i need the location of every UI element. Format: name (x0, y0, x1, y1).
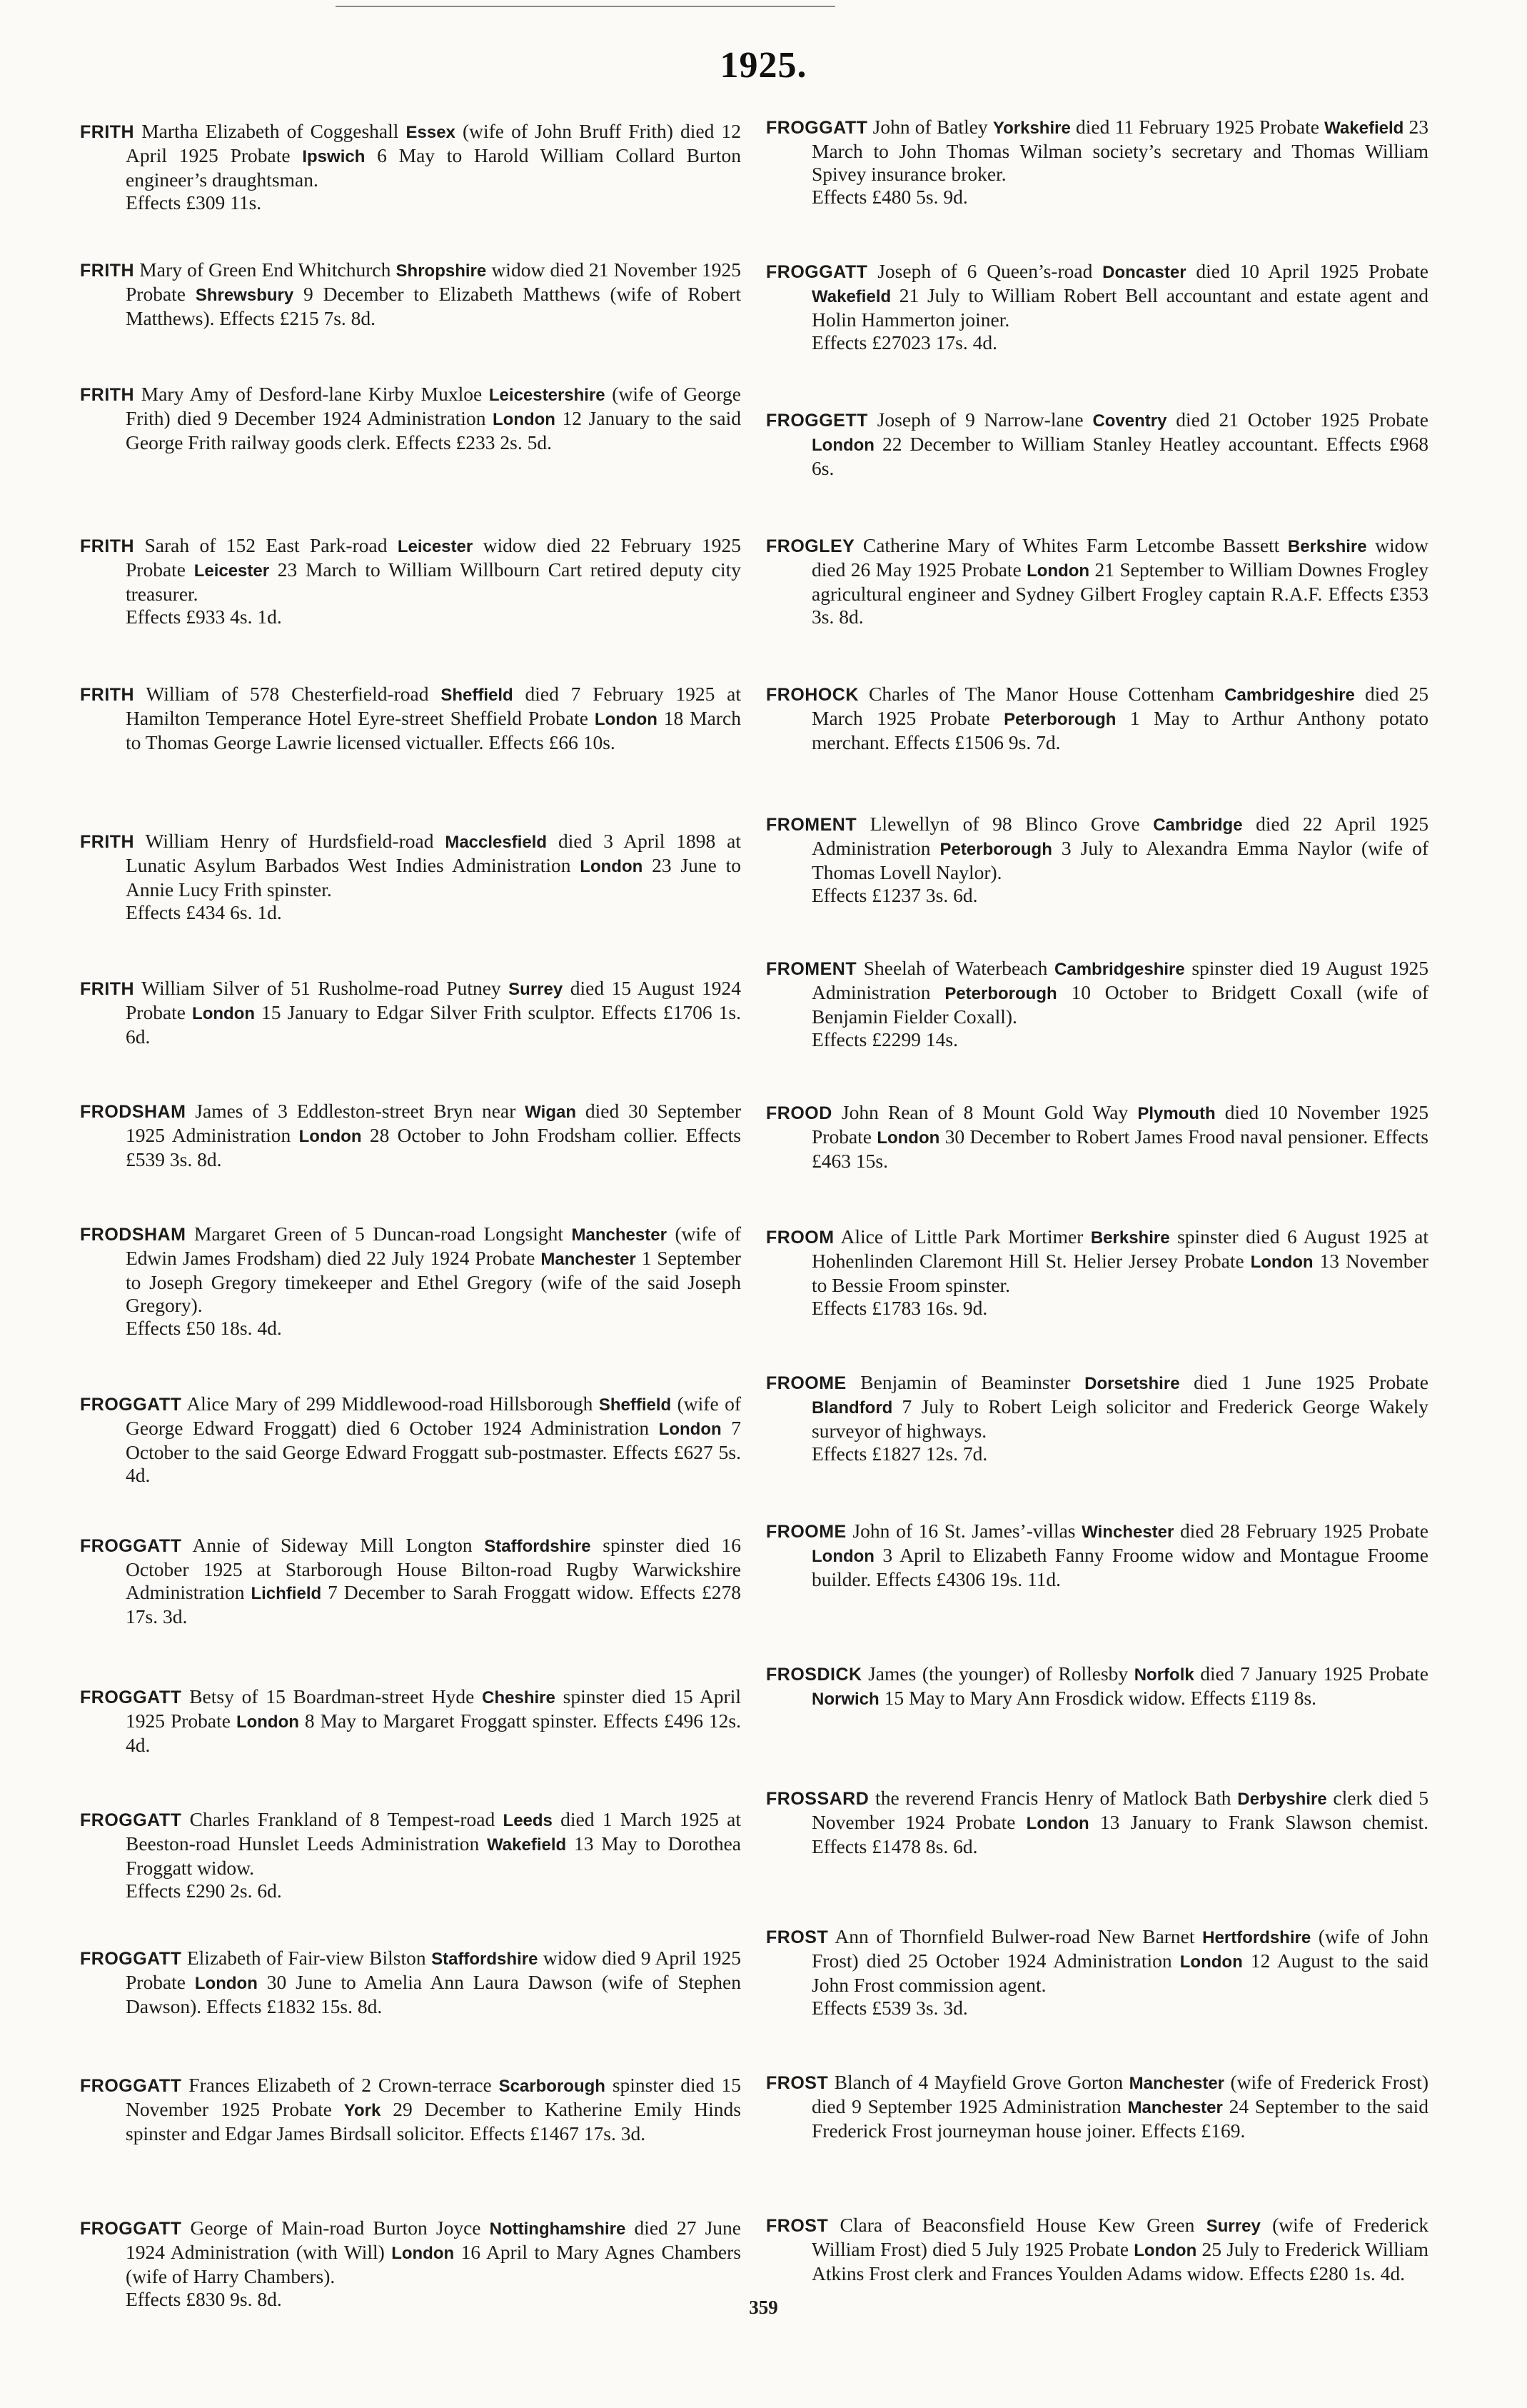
register-entry (766, 1925, 1428, 2020)
entry-surname: FROOM (766, 1228, 835, 1248)
entry-surname: FROGGATT (80, 1810, 182, 1830)
entry-effects: Effects £830 9s. 8d. (126, 2288, 282, 2310)
entry-text: William of 578 Chesterfield-road (134, 683, 441, 705)
entry-text: died 11 February 1925 Probate (1070, 116, 1325, 138)
entry-text: 16 April to Mary Agnes Chambers (wife of Harry Chambers). (126, 2241, 741, 2287)
entry-place-name: Surrey (1206, 2217, 1261, 2236)
entry-text: 21 July to William Robert Bell accountant and estate agent and Holin Hammerton joiner. (812, 284, 1428, 331)
entry-text: (wife of John Frost) died 25 October 1924 Administration (812, 1925, 1428, 1972)
entry-text: James (the younger) of Rollesby (862, 1662, 1134, 1685)
entry-effects: Effects £2299 14s. (812, 1028, 958, 1050)
entry-place-name: London (1179, 1952, 1243, 1972)
entry-place-name: London (1026, 1814, 1089, 1833)
register-entry (766, 957, 1428, 1051)
entry-text: (wife of Frederick William Frost) died 5 July 1925 Probate (812, 2214, 1429, 2260)
register-entry (766, 1787, 1428, 1858)
entry-text: Charles Frankland of 8 Tempest-road (181, 1808, 503, 1830)
entry-surname: FROOME (766, 1373, 847, 1393)
register-entry (80, 1685, 741, 1757)
entry-place-name: Leeds (503, 1811, 553, 1830)
entry-text: 25 July to Frederick William Atkins Frost clerk and Frances Youlden Adams widow. Effects £280 1s. 4d. (812, 2238, 1428, 2284)
entry-place-name: London (194, 1974, 258, 1993)
entry-text: died 22 April 1925 Administration (812, 813, 1428, 859)
entry-surname: FRITH (80, 385, 135, 405)
entry-text: died 28 February 1925 Probate (1174, 1520, 1428, 1542)
entry-text: Mary of Green End Whitchurch (134, 259, 396, 281)
entry-place-name: Coventry (1092, 411, 1167, 431)
entry-text: 10 October to Bridgett Coxall (wife of Benjamin Fielder Coxall). (812, 981, 1428, 1028)
entry-place-name: Yorkshire (992, 119, 1071, 138)
entry-surname: FROGGETT (766, 411, 868, 431)
entry-text: William Silver of 51 Rusholme-road Putney (134, 977, 509, 999)
entry-place-name: Sheffield (440, 686, 513, 705)
entry-place-name: Wigan (525, 1103, 577, 1122)
entry-text: 8 May to Margaret Froggatt spinster. Effects £496 12s. 4d. (126, 1710, 741, 1756)
entry-place-name: Plymouth (1137, 1104, 1216, 1123)
entry-text: (wife of George Edward Froggatt) died 6 October 1924 Administration (126, 1393, 742, 1439)
entry-surname: FRITH (80, 979, 135, 999)
entry-text: Charles of The Manor House Cottenham (858, 683, 1225, 705)
entry-place-name: Dorsetshire (1084, 1374, 1180, 1393)
entry-surname: FROGGATT (80, 2076, 182, 2096)
register-entry (766, 1225, 1428, 1320)
entry-surname: FRODSHAM (80, 1102, 186, 1122)
entry-text: John of Batley (867, 116, 993, 138)
entry-surname: FROGGATT (80, 2219, 182, 2239)
entry-text: 15 January to Edgar Silver Frith sculptor. Effects £1706 1s. 6d. (126, 1001, 741, 1048)
entry-text: Benjamin of Beaminster (846, 1371, 1085, 1393)
entry-text: 13 May to Dorothea Froggatt widow. (126, 1832, 741, 1879)
entry-text: died 1 June 1925 Probate (1179, 1371, 1428, 1393)
entry-surname: FROSSARD (766, 1789, 870, 1809)
register-entry (80, 683, 741, 754)
entry-place-name: Leicester (193, 561, 270, 581)
register-entry (766, 813, 1428, 907)
entry-text: widow died 9 April 1925 Probate (126, 1947, 741, 1993)
register-entry (80, 1808, 741, 1902)
entry-surname: FROGGATT (766, 262, 868, 282)
entry-text: John of 16 St. James’-villas (846, 1520, 1082, 1542)
entry-text: widow died 22 February 1925 Probate (126, 534, 741, 581)
register-entry (80, 383, 741, 454)
entry-effects: Effects £50 18s. 4d. (126, 1317, 282, 1339)
entry-text: widow died 21 November 1925 Probate (126, 259, 741, 305)
entry-place-name: Leicester (397, 537, 473, 556)
entry-surname: FRITH (80, 122, 135, 142)
entry-place-name: Nottinghamshire (489, 2219, 626, 2239)
entry-place-name: London (493, 410, 555, 429)
register-entry (766, 1520, 1428, 1591)
entry-place-name: Shrewsbury (195, 286, 294, 305)
entry-text: 21 September to William Downes Frogley agricultural engineer and Sydney Gilbert Frogley captain R.A.F. Effects £353 3s. 8d. (812, 558, 1428, 628)
entry-text: George of Main-road Burton Joyce (181, 2217, 490, 2239)
entry-place-name: London (580, 857, 643, 876)
entry-text: Blanch of 4 Mayfield Grove Gorton (828, 2071, 1129, 2093)
register-entry (80, 259, 741, 330)
entry-text: Joseph of 9 Narrow-lane (867, 408, 1093, 431)
entry-text: 7 October to the said George Edward Froggatt sub-postmaster. Effects £627 5s. 4d. (126, 1417, 741, 1486)
entry-text: William Henry of Hurdsfield-road (134, 830, 445, 852)
entry-surname: FROMENT (766, 959, 857, 979)
entry-text: 22 December to William Stanley Heatley accountant. Effects £968 6s. (812, 433, 1428, 479)
entry-text: 1 May to Arthur Anthony potato merchant. Effects £1506 9s. 7d. (812, 707, 1428, 753)
entry-text: 12 August to the said John Frost commission agent. (812, 1950, 1428, 1996)
entry-text: 23 June to Annie Lucy Frith spinster. (126, 854, 741, 901)
entry-surname: FRITH (80, 685, 135, 705)
entry-place-name: London (812, 436, 875, 455)
register-entry (80, 120, 741, 214)
entry-place-name: Manchester (571, 1225, 667, 1245)
entry-text: the reverend Francis Henry of Matlock Bath (869, 1787, 1238, 1809)
register-entry (80, 534, 741, 628)
register-entry (766, 116, 1428, 209)
entry-text: 1 September to Joseph Gregory timekeeper and Ethel Gregory (wife of the said Joseph Gregory). (126, 1247, 741, 1316)
register-entry (766, 534, 1428, 628)
entry-place-name: Ipswich (302, 147, 366, 166)
entry-text: died 7 January 1925 Probate (1194, 1662, 1429, 1685)
entry-text: Betsy of 15 Boardman-street Hyde (181, 1685, 483, 1707)
entry-place-name: Lichfield (251, 1584, 322, 1603)
entry-place-name: Doncaster (1102, 263, 1186, 282)
entry-text: James of 3 Eddleston-street Bryn near (186, 1100, 525, 1122)
register-entry (80, 830, 741, 924)
entry-text: 18 March to Thomas George Lawrie licensed victualler. Effects £66 10s. (126, 707, 741, 753)
entry-place-name: London (1134, 2241, 1197, 2260)
entry-place-name: Cambridgeshire (1224, 686, 1355, 705)
entry-surname: FROSDICK (766, 1665, 862, 1685)
entry-effects: Effects £290 2s. 6d. (126, 1880, 282, 1902)
entry-place-name: London (877, 1128, 940, 1148)
entry-text: Catherine Mary of Whites Farm Letcombe Bassett (855, 534, 1288, 556)
entry-text: Llewellyn of 98 Blinco Grove (857, 813, 1154, 835)
entry-place-name: Manchester (1129, 2074, 1225, 2093)
entry-surname: FROGGATT (80, 1395, 182, 1415)
entry-place-name: Peterborough (939, 840, 1052, 859)
entry-text: spinster died 15 April 1925 Probate (126, 1685, 741, 1732)
entry-place-name: London (658, 1420, 722, 1439)
entry-text: died 25 March 1925 Probate (812, 683, 1428, 729)
entry-effects: Effects £480 5s. 9d. (812, 186, 968, 208)
entry-place-name: Wakefield (487, 1835, 567, 1855)
entry-place-name: London (192, 1004, 256, 1023)
entry-surname: FROST (766, 1927, 829, 1947)
entry-text: died 15 August 1924 Probate (126, 977, 741, 1023)
entry-text: Ann of Thornfield Bulwer-road New Barnet (828, 1925, 1203, 1947)
entry-place-name: Staffordshire (484, 1537, 591, 1556)
entry-place-name: Shropshire (395, 261, 487, 281)
entry-surname: FROGGATT (80, 1687, 182, 1707)
entry-place-name: Cambridge (1153, 816, 1243, 835)
entry-place-name: Staffordshire (431, 1950, 538, 1969)
entry-surname: FROOD (766, 1103, 832, 1123)
entry-text: 15 May to Mary Ann Frosdick widow. Effects £119 8s. (879, 1687, 1317, 1709)
entry-text: Frances Elizabeth of 2 Crown-terrace (181, 2074, 499, 2096)
entry-effects: Effects £539 3s. 3d. (812, 1997, 968, 2019)
entry-text: John Rean of 8 Mount Gold Way (832, 1101, 1138, 1123)
entry-text: 7 December to Sarah Froggatt widow. Effects £278 17s. 3d. (126, 1581, 741, 1627)
entry-text: 3 April to Elizabeth Fanny Froome widow and Montague Froome builder. Effects £4306 19s. 11d. (812, 1544, 1428, 1590)
entry-surname: FROGGATT (766, 118, 868, 138)
entry-place-name: Berkshire (1287, 537, 1367, 556)
page-number: 359 (749, 2297, 778, 2318)
entry-place-name: London (236, 1712, 299, 1732)
entry-effects: Effects £933 4s. 1d. (126, 606, 282, 628)
entry-place-name: Berkshire (1090, 1228, 1170, 1248)
entry-surname: FRODSHAM (80, 1225, 186, 1245)
entry-text: Joseph of 6 Queen’s-road (867, 260, 1103, 282)
entry-text: Sheelah of Waterbeach (857, 957, 1055, 979)
entry-place-name: Norfolk (1134, 1665, 1194, 1685)
entry-surname: FRITH (80, 536, 135, 556)
entry-effects: Effects £1237 3s. 6d. (812, 884, 978, 906)
entry-text: Alice of Little Park Mortimer (834, 1225, 1091, 1248)
entry-place-name: Scarborough (498, 2077, 605, 2096)
entry-place-name: Cambridgeshire (1054, 960, 1185, 979)
entry-text: (wife of George Frith) died 9 December 1924 Administration (126, 383, 741, 429)
entry-place-name: Hertfordshire (1202, 1928, 1311, 1947)
entry-surname: FROOME (766, 1522, 847, 1542)
register-entry (766, 1101, 1428, 1173)
entry-text: 7 July to Robert Leigh solicitor and Frederick George Wakely surveyor of highways. (812, 1395, 1428, 1442)
entry-text: 6 May to Harold William Collard Burton engineer’s draughtsman. (126, 144, 741, 191)
register-entry (80, 1393, 741, 1487)
entry-text: widow died 26 May 1925 Probate (812, 534, 1428, 581)
entry-place-name: Peterborough (1004, 710, 1117, 729)
register-entry (80, 1223, 741, 1340)
entry-text: 9 December to Elizabeth Matthews (wife of Robert Matthews). Effects £215 7s. 8d. (126, 283, 741, 329)
entry-text: 12 January to the said George Frith railway goods clerk. Effects £233 2s. 5d. (126, 407, 742, 453)
entry-text: spinster died 15 November 1925 Probate (126, 2074, 741, 2120)
entry-text: 13 November to Bessie Froom spinster. (812, 1250, 1428, 1296)
register-entry (766, 2071, 1428, 2142)
entry-text: 13 January to Frank Slawson chemist. Effects £1478 8s. 6d. (812, 1811, 1428, 1857)
entry-text: 30 December to Robert James Frood naval pensioner. Effects £463 15s. (812, 1125, 1428, 1172)
entry-text: Margaret Green of 5 Duncan-road Longsight (186, 1223, 572, 1245)
register-entry (766, 2214, 1428, 2285)
entry-effects: Effects £309 11s. (126, 191, 262, 214)
entry-text: spinster died 19 August 1925 Administration (812, 957, 1428, 1003)
entry-text: clerk died 5 November 1924 Probate (812, 1787, 1428, 1833)
entry-text: spinster died 16 October 1925 at Starborough House Bilton-road Rugby Warwickshire Administration (126, 1534, 741, 1603)
entry-place-name: Macclesfield (445, 833, 548, 852)
entry-text: 23 March to John Thomas Wilman society’s secretary and Thomas William Spivey insurance broker. (812, 116, 1428, 185)
entry-place-name: London (1250, 1253, 1314, 1272)
entry-text: spinster died 6 August 1925 at Hohenlinden Claremont Hill St. Helier Jersey Probate (812, 1225, 1428, 1272)
entry-place-name: York (343, 2101, 381, 2120)
register-entry (766, 1371, 1428, 1465)
entry-text: died 1 March 1925 at Beeston-road Hunslet Leeds Administration (126, 1808, 741, 1855)
entry-text: 30 June to Amelia Ann Laura Dawson (wife of Stephen Dawson). Effects £1832 15s. 8d. (126, 1971, 741, 2017)
entry-place-name: Manchester (540, 1250, 636, 1269)
entry-text: Elizabeth of Fair-view Bilston (181, 1947, 432, 1969)
entry-place-name: Manchester (1127, 2098, 1223, 2117)
entry-surname: FRITH (80, 832, 135, 852)
entry-place-name: Derbyshire (1237, 1790, 1327, 1809)
entry-effects: Effects £434 6s. 1d. (126, 901, 282, 923)
entry-text: died 10 November 1925 Probate (812, 1101, 1428, 1148)
register-entry (80, 1534, 741, 1628)
entry-place-name: London (812, 1547, 875, 1566)
entry-text: 24 September to the said Frederick Frost journeyman house joiner. Effects £169. (812, 2095, 1429, 2142)
register-entry (80, 1100, 741, 1171)
entry-text: Sarah of 152 East Park-road (134, 534, 398, 556)
entry-place-name: Cheshire (482, 1688, 555, 1707)
entry-effects: Effects £27023 17s. 4d. (812, 331, 997, 353)
register-entry (766, 683, 1428, 754)
entry-text: died 21 October 1925 Probate (1166, 408, 1428, 431)
entry-place-name: Norwich (812, 1690, 880, 1709)
entry-text: 29 December to Katherine Emily Hinds spinster and Edgar James Birdsall solicitor. Effects £1467 17s. 3d. (126, 2098, 741, 2144)
entry-place-name: London (391, 2244, 455, 2263)
register-entry (80, 977, 741, 1048)
entry-text: Clara of Beaconsfield House Kew Green (828, 2214, 1206, 2236)
entry-surname: FRITH (80, 261, 135, 281)
entry-place-name: Blandford (812, 1398, 893, 1418)
top-rule (336, 6, 835, 7)
entry-text: died 30 September 1925 Administration (126, 1100, 741, 1146)
entry-text: 23 March to William Willbourn Cart retired deputy city treasurer. (126, 558, 741, 605)
register-entry (80, 2074, 741, 2145)
entry-place-name: Leicestershire (488, 386, 605, 405)
entry-place-name: Wakefield (812, 287, 892, 306)
entry-place-name: Winchester (1082, 1522, 1174, 1542)
entry-surname: FROMENT (766, 815, 857, 835)
entry-text: Mary Amy of Desford-lane Kirby Muxloe (134, 383, 489, 405)
entry-place-name: London (594, 710, 657, 729)
register-entry (766, 260, 1428, 354)
entry-text: 28 October to John Frodsham collier. Effects £539 3s. 8d. (126, 1124, 741, 1170)
entry-effects: Effects £1783 16s. 9d. (812, 1297, 988, 1319)
entry-place-name: Surrey (508, 980, 563, 999)
page-year-heading: 1925. (720, 45, 807, 86)
entry-place-name: Essex (405, 123, 455, 142)
entry-surname: FROST (766, 2216, 829, 2236)
entry-place-name: London (298, 1127, 362, 1146)
entry-place-name: London (1027, 561, 1090, 581)
entry-text: Alice Mary of 299 Middlewood-road Hillsborough (181, 1393, 599, 1415)
register-entry (766, 1662, 1428, 1711)
entry-place-name: Sheffield (598, 1395, 672, 1415)
entry-text: died 7 February 1925 at Hamilton Temperance Hotel Eyre-street Sheffield Probate (126, 683, 742, 729)
entry-text: (wife of John Bruff Frith) died 12 April 1925 Probate (126, 120, 741, 166)
entry-text: (wife of Edwin James Frodsham) died 22 July 1924 Probate (126, 1223, 741, 1269)
entry-text: died 3 April 1898 at Lunatic Asylum Barbados West Indies Administration (126, 830, 741, 876)
entry-surname: FROST (766, 2073, 829, 2093)
entry-text: 3 July to Alexandra Emma Naylor (wife of Thomas Lovell Naylor). (812, 837, 1428, 883)
entry-surname: FROHOCK (766, 685, 859, 705)
entry-surname: FROGGATT (80, 1536, 182, 1556)
entry-text: died 10 April 1925 Probate (1186, 260, 1428, 282)
entry-text: (wife of Frederick Frost) died 9 September 1925 Administration (812, 2071, 1428, 2117)
entry-text: Annie of Sideway Mill Longton (181, 1534, 485, 1556)
entry-effects: Effects £1827 12s. 7d. (812, 1443, 988, 1465)
entry-place-name: Wakefield (1324, 119, 1404, 138)
register-entry (80, 1947, 741, 2018)
entry-text: Martha Elizabeth of Coggeshall (134, 120, 406, 142)
entry-text: died 27 June 1924 Administration (with Will) (126, 2217, 741, 2263)
entry-place-name: Peterborough (944, 984, 1057, 1003)
entry-surname: FROGGATT (80, 1949, 182, 1969)
entry-surname: FROGLEY (766, 536, 855, 556)
register-entry (766, 408, 1428, 480)
